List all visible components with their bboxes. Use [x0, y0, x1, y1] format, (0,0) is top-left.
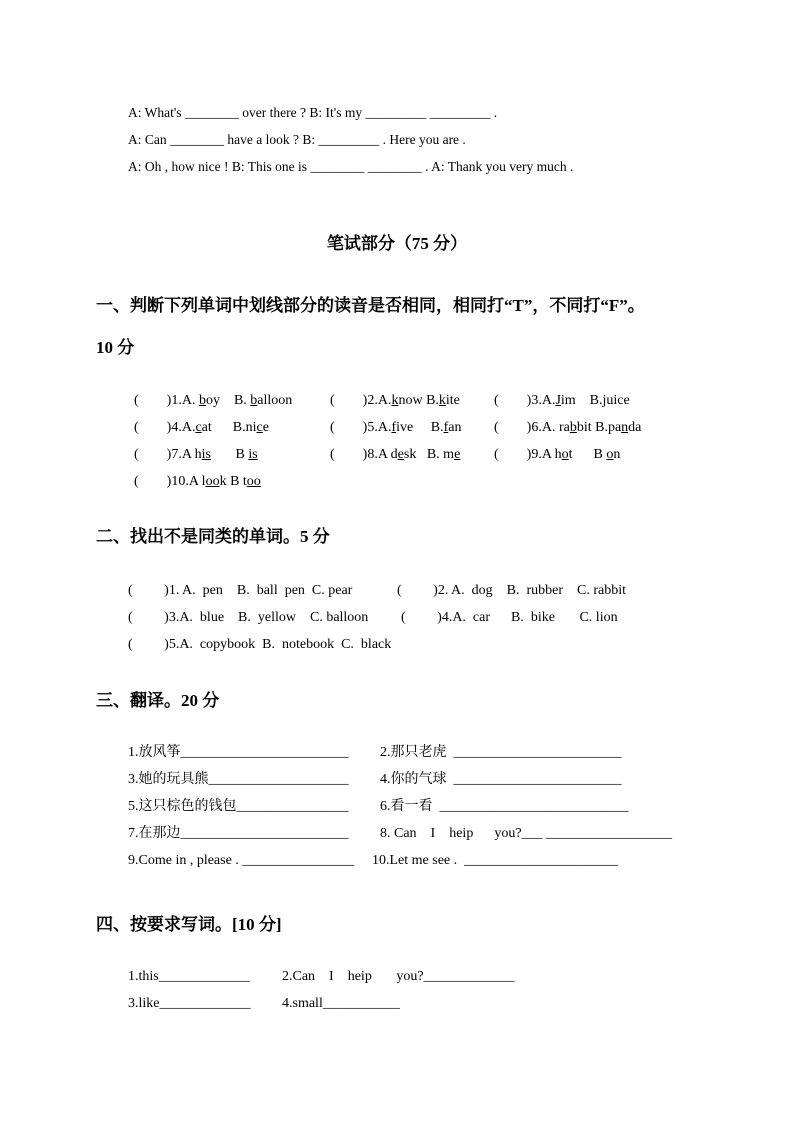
sec2-item-3: ( )3.A. blue B. yellow C. balloon [128, 610, 369, 625]
section-3-heading: 三、翻译。20 分 [96, 691, 220, 710]
answer-paren[interactable]: ( ) [330, 447, 368, 462]
answer-paren[interactable]: ( ) [134, 393, 172, 408]
dialog-line-1: A: What's ________ over there ? B: It's my _________ _________ . [128, 105, 498, 120]
sec1-item-6: ( )6.A. rabbit B.panda [494, 420, 642, 435]
answer-paren[interactable]: ( ) [494, 393, 532, 408]
section-4-heading: 四、按要求写词。[10 分] [96, 915, 282, 934]
sec2-item-5: ( )5.A. copybook B. notebook C. black [128, 637, 392, 652]
sec3-item-6: 6.看一看 ___________________________ [380, 799, 629, 814]
sec1-item-7: ( )7.A his B is [134, 447, 258, 462]
sec3-item-9: 9.Come in , please . ________________ [128, 853, 355, 868]
sec3-item-7: 7.在那边________________________ [128, 826, 349, 841]
sec1-item-1: ( )1.A. boy B. balloon [134, 393, 293, 408]
sec4-item-1: 1.this_____________ [128, 969, 250, 984]
sec3-item-1: 1.放风筝________________________ [128, 745, 349, 760]
section-1-heading: 一、判断下列单词中划线部分的读音是否相同，相同打“T”，不同打“F”。 [96, 296, 645, 315]
written-part-title: 笔试部分（75 分） [326, 234, 468, 253]
sec1-item-9: ( )9.A hot B on [494, 447, 621, 462]
sec4-item-4: 4.small___________ [282, 996, 400, 1011]
sec1-item-10: ( )10.A look B too [134, 474, 261, 489]
answer-paren[interactable]: ( ) [330, 420, 368, 435]
answer-paren[interactable]: ( ) [330, 393, 368, 408]
sec1-item-4: ( )4.A.cat B.nice [134, 420, 269, 435]
answer-paren[interactable]: ( ) [134, 420, 172, 435]
sec2-item-1: ( )1. A. pen B. ball pen C. pear [128, 583, 353, 598]
sec2-item-4: ( )4.A. car B. bike C. lion [401, 610, 618, 625]
answer-paren[interactable]: ( ) [494, 447, 532, 462]
sec3-item-2: 2.那只老虎 ________________________ [380, 745, 622, 760]
sec1-item-2: ( )2.A.know B.kite [330, 393, 460, 408]
sec3-item-5: 5.这只棕色的钱包________________ [128, 799, 349, 814]
sec3-item-3: 3.她的玩具熊____________________ [128, 772, 349, 787]
sec2-item-2: ( )2. A. dog B. rubber C. rabbit [397, 583, 627, 598]
dialog-line-3: A: Oh , how nice ! B: This one is ________ ________ . A: Thank you very much . [128, 159, 574, 174]
answer-paren[interactable]: ( ) [494, 420, 532, 435]
sec4-item-2: 2.Can I heip you?_____________ [282, 969, 515, 984]
sec3-item-8: 8. Can I heip you?___ __________________ [380, 826, 673, 841]
dialog-line-2: A: Can ________ have a look ? B: _________ . Here you are . [128, 132, 466, 147]
sec4-item-3: 3.like_____________ [128, 996, 251, 1011]
sec1-item-3: ( )3.A.Jim B.juice [494, 393, 630, 408]
section-2-heading: 二、找出不是同类的单词。5 分 [96, 527, 330, 546]
sec3-item-10: 10.Let me see . ______________________ [372, 853, 619, 868]
section-1-score: 10 分 [96, 338, 135, 357]
sec1-item-8: ( )8.A desk B. me [330, 447, 461, 462]
sec3-item-4: 4.你的气球 ________________________ [380, 772, 622, 787]
answer-paren[interactable]: ( ) [134, 474, 172, 489]
answer-paren[interactable]: ( ) [134, 447, 172, 462]
sec1-item-5: ( )5.A.five B.fan [330, 420, 462, 435]
